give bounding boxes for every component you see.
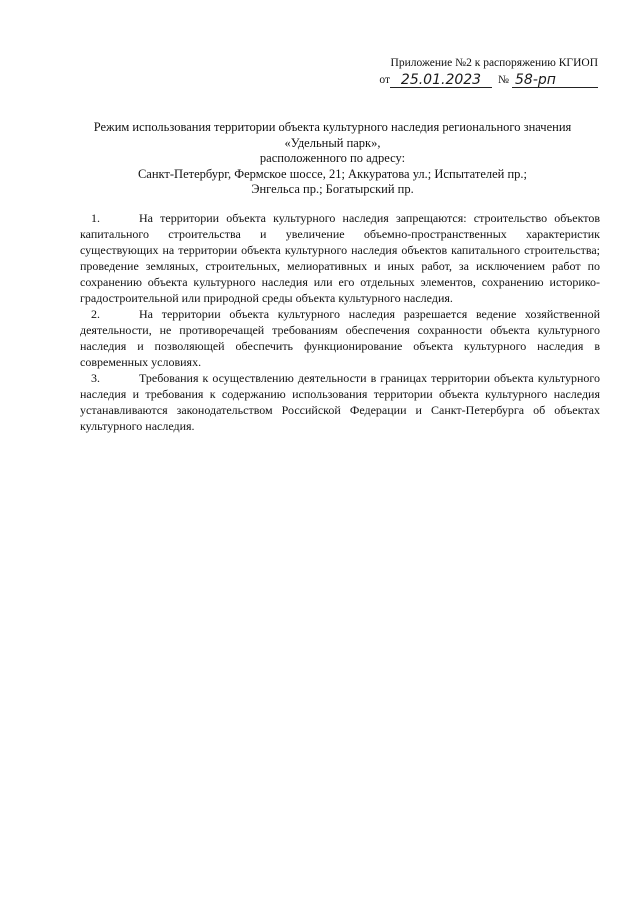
title-line-1: Режим использования территории объекта культурного наследия регионального значения [93, 120, 572, 134]
title-line-5: Энгельса пр.; Богатырский пр. [251, 182, 414, 196]
paragraph-3 [80, 370, 600, 434]
title-line-2: «Удельный парк», [284, 135, 381, 150]
paragraph-number: 1. [91, 211, 100, 225]
document-body [80, 210, 600, 434]
handwritten-date: 25.01.2023 [390, 73, 492, 88]
paragraph-number: 2. [91, 307, 100, 321]
handwritten-number: 58-рп [512, 73, 598, 88]
number-label: № [498, 74, 509, 86]
paragraph-text: Требования к осуществлению деятельности в границах территории объекта культурного наследия и требования к содержанию использования территории объекта культурного наследия устанавливаются законодательством Российской Федерации и Санкт-Петербурга об объектах культурного наследия. [80, 371, 600, 433]
paragraph-2 [80, 306, 600, 370]
annex-title: Приложение №2 к распоряжению КГИОП [390, 57, 598, 69]
title-line-3: расположенного по адресу: [259, 151, 406, 165]
document-title [70, 120, 595, 198]
from-label: от [379, 74, 391, 86]
annex-header [368, 56, 598, 88]
paragraph-text: На территории объекта культурного наследия разрешается ведение хозяйственной деятельности, не противоречащей требованиям обеспечения сохранности объекта культурного наследия и позволяющей обеспечить функционирование объекта культурного наследия в современных условиях. [80, 307, 600, 369]
paragraph-1 [80, 210, 600, 306]
title-line-4: Санкт-Петербург, Фермское шоссе, 21; Аккуратова ул.; Испытателей пр.; [137, 166, 528, 181]
annex-date-number-line [368, 73, 598, 88]
paragraph-text: На территории объекта культурного наследия запрещаются: строительство объектов капитального строительства и увеличение объемно-пространственных характеристик существующих на территории объекта культурного наследия объектов капитального строительства; проведение земляных, строительных, мелиоративных и иных работ, за исключением работ по сохранению объекта культурного наследия или его отдельных элементов, сохранению историко-градостроительной или природной среды объекта культурного наследия. [80, 211, 600, 305]
paragraph-number: 3. [91, 371, 100, 385]
